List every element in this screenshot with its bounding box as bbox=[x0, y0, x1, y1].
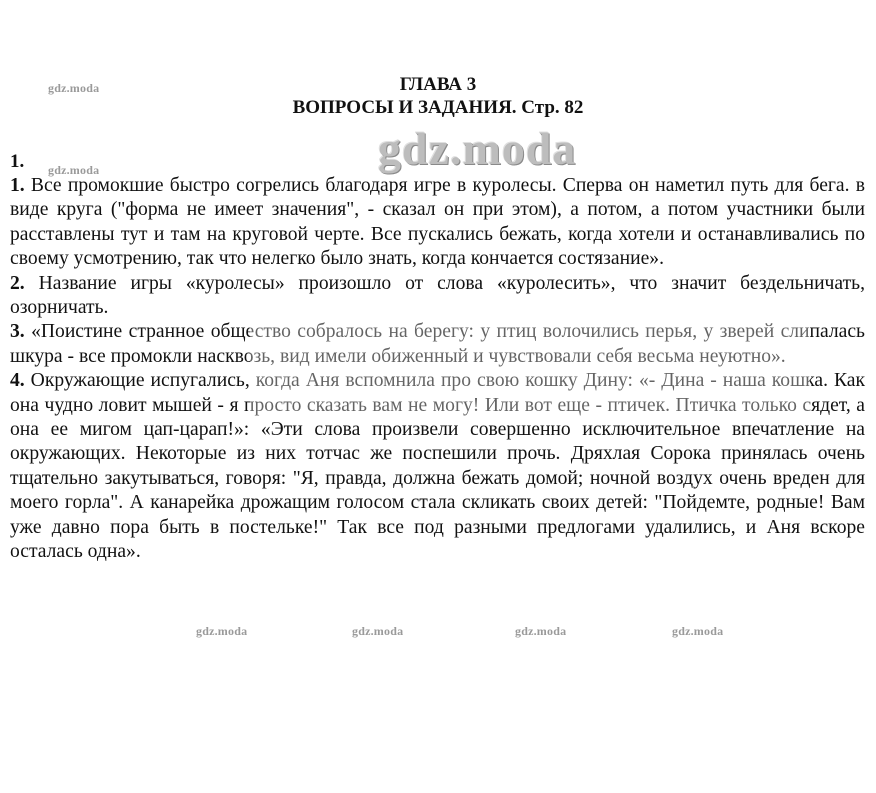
answer-text: Все промокшие быстро согрелись благодаря игре в куролесы. Сперва он наметил путь для бега. в виде круга ("форма не имеет значения", - сказал он при этом), а потом, а потом участники были расставлены тут и там на круговой черте. Все пускались бежать, когда хотели и останавливались по своему усмотрению, так что нелегко было знать, когда кончается состязание». bbox=[10, 175, 865, 270]
section-number: 1. bbox=[10, 151, 25, 172]
answer-paragraph bbox=[10, 272, 865, 321]
watermark-small: gdz.moda bbox=[48, 81, 100, 95]
answers-text bbox=[10, 174, 865, 565]
watermark-small: gdz.moda bbox=[672, 624, 724, 638]
watermark-small: gdz.moda bbox=[515, 624, 567, 638]
watermark-logo: gdz.moda bbox=[378, 123, 577, 174]
answer-paragraph bbox=[10, 320, 865, 369]
answer-number: 4. bbox=[10, 370, 25, 392]
answer-text: «Поистине странное общество собралось на берегу: у птиц волочились перья, у зверей слипалась шкура - все промокли насквозь, вид имели обиженный и чувствовали себя весьма неуютно». bbox=[10, 321, 865, 367]
answer-paragraph bbox=[10, 369, 865, 564]
answer-number: 3. bbox=[10, 321, 25, 343]
answer-number: 2. bbox=[10, 272, 25, 294]
answer-text: Окружающие испугались, когда Аня вспомнила про свою кошку Дину: «- Дина - наша кошка. Как она чудно ловит мышей - я просто сказать вам не могу! Или вот еще - птичек. Птичка только сядет, а она ее мигом цап-царап!»: «Эти слова произвели совершенно исключительное впечатление на окружающих. Некоторые из них тотчас же поспешили прочь. Дряхлая Сорока принялась очень тщательно закутываться, говоря: "Я, правда, должна бежать домой; ночной воздух очень вреден для моего горла". А канарейка дрожащим голосом стала скликать своих детей: "Пойдемте, родные! Вам уже давно пора быть в постельке!" Так все под разными предлогами удалились, и Аня вскоре осталась одна». bbox=[10, 370, 865, 563]
watermark-small: gdz.moda bbox=[352, 624, 404, 638]
watermark-small: gdz.moda bbox=[48, 163, 100, 177]
answer-number: 1. bbox=[10, 175, 25, 196]
page-title: ВОПРОСЫ И ЗАДАНИЯ. Стр. 82 bbox=[292, 97, 584, 118]
answer-paragraph bbox=[10, 174, 865, 272]
watermark-small: gdz.moda bbox=[196, 624, 248, 638]
answer-text: Название игры «куролесы» произошло от слова «куролесить», что значит бездельничать, озорничать. bbox=[10, 272, 865, 319]
chapter-heading: ГЛАВА 3 bbox=[399, 74, 477, 95]
